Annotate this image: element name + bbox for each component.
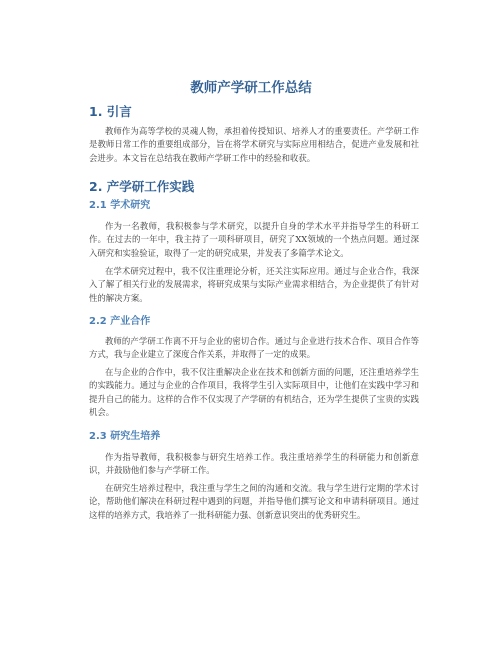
section-heading-introduction: 1. 引言 <box>89 104 132 119</box>
paragraph-graduate-training-2: 在研究生培养过程中，我注重与学生之间的沟通和交流。我与学生进行定期的学术讨论，帮助他们解决在科研过程中遇到的问题，并指导他们撰写论文和申请科研项目。通过这样的培养方式，我培养了一批科研能力强、创新意识突出的优秀研究生。 <box>89 483 419 520</box>
subsection-heading-academic-research: 2.1 学术研究 <box>89 200 151 211</box>
paragraph-industry-cooperation-2: 在与企业的合作中，我不仅注重解决企业在技术和创新方面的问题，还注重培养学生的实践能力。通过与企业的合作项目，我将学生引入实际项目中，让他们在实践中学习和提升自己的能力。这样的合作不仅实现了产学研的有机结合，还为学生提供了宝贵的实践机会。 <box>89 367 419 418</box>
paragraph-academic-research-2: 在学术研究过程中，我不仅注重理论分析，还关注实际应用。通过与企业合作，我深入了解了相关行业的发展需求，将研究成果与实际产业需求相结合，为企业提供了有针对性的解决方案。 <box>89 266 419 303</box>
paragraph-introduction: 教师作为高等学校的灵魂人物，承担着传授知识、培养人才的重要责任。产学研工作是教师日常工作的重要组成部分，旨在将学术研究与实际应用相结合，促进产业发展和社会进步。本文旨在总结我在教师产学研工作中的经验和收获。 <box>89 126 419 163</box>
document-title: 教师产学研工作总结 <box>190 80 312 96</box>
paragraph-academic-research-1: 作为一名教师，我积极参与学术研究，以提升自身的学术水平并指导学生的科研工作。在过去的一年中，我主持了一项科研项目，研究了XX领域的一个热点问题。通过深入研究和实验验证，取得了一定的研究成果，并发表了多篇学术论文。 <box>89 221 419 258</box>
paragraph-industry-cooperation-1: 教师的产学研工作离不开与企业的密切合作。通过与企业进行技术合作、项目合作等方式，我与企业建立了深度合作关系，并取得了一定的成果。 <box>89 336 419 360</box>
paragraph-graduate-training-1: 作为指导教师，我积极参与研究生培养工作。我注重培养学生的科研能力和创新意识，并鼓励他们参与产学研工作。 <box>89 452 419 476</box>
subsection-heading-graduate-training: 2.3 研究生培养 <box>89 431 161 442</box>
section-heading-practice: 2. 产学研工作实践 <box>89 179 195 194</box>
subsection-heading-industry-cooperation: 2.2 产业合作 <box>89 316 151 327</box>
